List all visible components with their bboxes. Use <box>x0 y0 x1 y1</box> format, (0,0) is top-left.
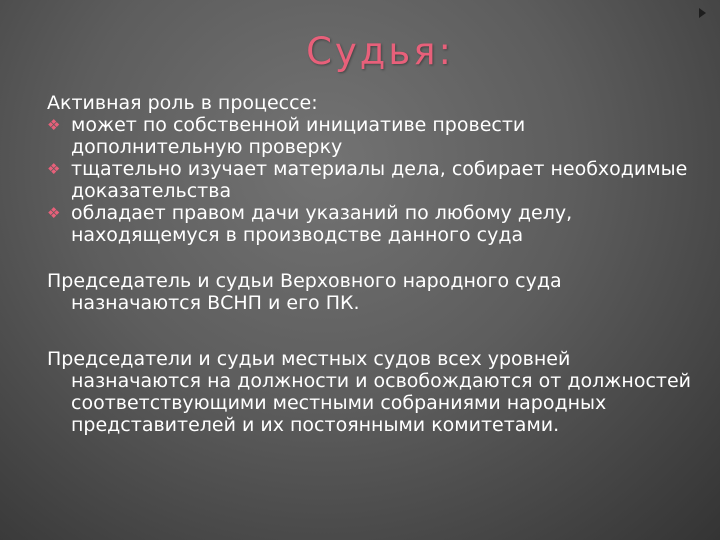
diamond-bullet-icon: ❖ <box>47 116 61 134</box>
bullet-text: может по собственной инициативе провести дополнительную проверку <box>71 114 526 158</box>
intro-text: Активная роль в процессе: <box>47 92 318 114</box>
diamond-bullet-icon: ❖ <box>47 160 61 178</box>
spacer <box>47 246 697 270</box>
slide-content <box>47 92 697 436</box>
spacer <box>47 314 697 348</box>
bullet-list <box>47 114 697 246</box>
bullet-text: тщательно изучает материалы дела, собирает необходимые доказательства <box>71 158 688 202</box>
list-item <box>47 114 697 158</box>
list-item <box>47 202 697 246</box>
bullet-text: обладает правом дачи указаний по любому делу, находящемуся в производстве данного суда <box>71 202 573 246</box>
paragraph-local-courts: Председатели и судьи местных судов всех уровней назначаются на должности и освобождаются от должностей соответствующими местными собраниями народных представителей и их постоянными комитетами. <box>47 348 692 436</box>
corner-arrow-icon <box>699 8 706 18</box>
paragraph-supreme-court: Председатель и судьи Верховного народного суда назначаются ВСНП и его ПК. <box>47 270 562 314</box>
slide-title: Судья: <box>306 30 454 73</box>
list-item <box>47 158 697 202</box>
diamond-bullet-icon: ❖ <box>47 204 61 222</box>
